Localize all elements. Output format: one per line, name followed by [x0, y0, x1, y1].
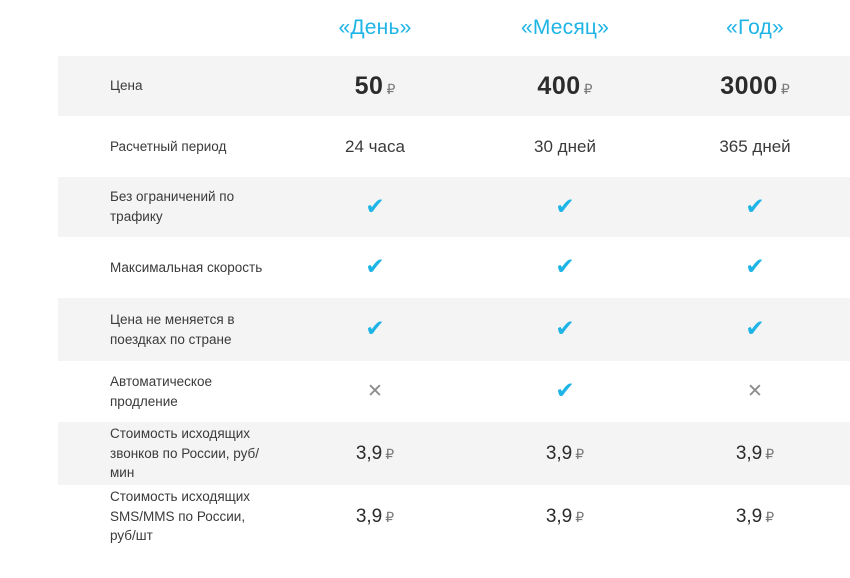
- currency-symbol: ₽: [583, 80, 593, 97]
- cross-icon: ✕: [747, 379, 763, 402]
- row-label-price: Цена: [58, 56, 280, 116]
- plan-header-year: [660, 0, 850, 56]
- table-body: [0, 56, 850, 548]
- cell-unlimited-day: [280, 177, 470, 237]
- cell-sms-day: [280, 485, 470, 548]
- plan-header-day: [280, 0, 470, 56]
- cell-renewal-day: [280, 361, 470, 422]
- cell-price-month: [470, 56, 660, 116]
- header-spacer-left: [0, 0, 58, 56]
- currency-symbol: ₽: [575, 445, 585, 462]
- check-icon: ✔: [555, 316, 575, 342]
- table-row-outgoing-calls: [0, 422, 850, 485]
- table-row-max-speed: [0, 237, 850, 298]
- row-spacer-left: [0, 485, 58, 548]
- currency-symbol: ₽: [575, 508, 585, 525]
- table-row-price: [0, 56, 850, 116]
- cell-unlimited-month: [470, 177, 660, 237]
- cell-sms-month: [470, 485, 660, 548]
- check-icon: ✔: [365, 193, 385, 220]
- price-value-month: 400: [537, 71, 581, 100]
- check-icon: ✔: [555, 193, 575, 220]
- cell-price-year: [660, 56, 850, 116]
- currency-symbol: ₽: [780, 80, 790, 97]
- currency-symbol: ₽: [385, 445, 395, 462]
- price-value-day: 50: [354, 71, 384, 100]
- cell-travel-year: [660, 298, 850, 361]
- row-spacer-left: [0, 56, 58, 116]
- row-label-max-speed: Максимальная скорость: [58, 237, 280, 298]
- row-spacer-left: [0, 237, 58, 298]
- cell-speed-day: [280, 237, 470, 298]
- currency-symbol: ₽: [765, 445, 775, 462]
- period-value-day: 24 часа: [345, 136, 405, 156]
- plan-title-day: «День»: [338, 16, 412, 39]
- row-spacer-left: [0, 298, 58, 361]
- row-spacer-left: [0, 422, 58, 485]
- table-row-same-price-travel: [0, 298, 850, 361]
- currency-symbol: ₽: [386, 80, 396, 97]
- row-label-same-price-travel: Цена не меняется в поездках по стране: [58, 298, 280, 361]
- table-header: [0, 0, 850, 56]
- check-icon: ✔: [745, 316, 765, 342]
- table-row-billing-period: [0, 116, 850, 177]
- sms-rate-year: 3,9: [735, 505, 763, 527]
- cell-speed-month: [470, 237, 660, 298]
- check-icon: ✔: [745, 193, 765, 220]
- cell-price-day: [280, 56, 470, 116]
- period-value-month: 30 дней: [534, 136, 596, 156]
- call-rate-day: 3,9: [355, 442, 383, 464]
- period-value-year: 365 дней: [719, 136, 791, 156]
- cell-period-day: [280, 116, 470, 177]
- currency-symbol: ₽: [765, 508, 775, 525]
- currency-symbol: ₽: [385, 508, 395, 525]
- header-feature-column: [58, 0, 280, 56]
- cell-travel-day: [280, 298, 470, 361]
- cell-calls-year: [660, 422, 850, 485]
- plan-title-month: «Месяц»: [520, 16, 610, 39]
- cell-renewal-year: [660, 361, 850, 422]
- row-label-unlimited-traffic: Без ограничений по трафику: [58, 177, 280, 237]
- row-label-auto-renewal: Автоматическое продление: [58, 361, 280, 422]
- row-label-outgoing-calls: Стоимость исходящих звонков по России, руб/мин: [58, 422, 280, 485]
- cell-period-year: [660, 116, 850, 177]
- call-rate-month: 3,9: [545, 442, 573, 464]
- check-icon: ✔: [745, 254, 765, 280]
- row-label-outgoing-sms: Стоимость исходящих SMS/MMS по России, руб/шт: [58, 485, 280, 548]
- table-row-unlimited-traffic: [0, 177, 850, 237]
- check-icon: ✔: [365, 254, 385, 280]
- cell-sms-year: [660, 485, 850, 548]
- plan-title-year: «Год»: [726, 16, 784, 39]
- cell-period-month: [470, 116, 660, 177]
- cell-travel-month: [470, 298, 660, 361]
- cell-unlimited-year: [660, 177, 850, 237]
- cross-icon: ✕: [367, 379, 383, 402]
- cell-speed-year: [660, 237, 850, 298]
- check-icon: ✔: [555, 378, 575, 404]
- call-rate-year: 3,9: [735, 442, 763, 464]
- cell-calls-day: [280, 422, 470, 485]
- price-value-year: 3000: [720, 71, 778, 100]
- row-label-billing-period: Расчетный период: [58, 116, 280, 177]
- sms-rate-month: 3,9: [545, 505, 573, 527]
- check-icon: ✔: [365, 316, 385, 342]
- cell-renewal-month: [470, 361, 660, 422]
- plan-header-month: [470, 0, 660, 56]
- sms-rate-day: 3,9: [355, 505, 383, 527]
- check-icon: ✔: [555, 254, 575, 280]
- table-row-auto-renewal: [0, 361, 850, 422]
- cell-calls-month: [470, 422, 660, 485]
- row-spacer-left: [0, 177, 58, 237]
- table-row-outgoing-sms: [0, 485, 850, 548]
- row-spacer-left: [0, 361, 58, 422]
- row-spacer-left: [0, 116, 58, 177]
